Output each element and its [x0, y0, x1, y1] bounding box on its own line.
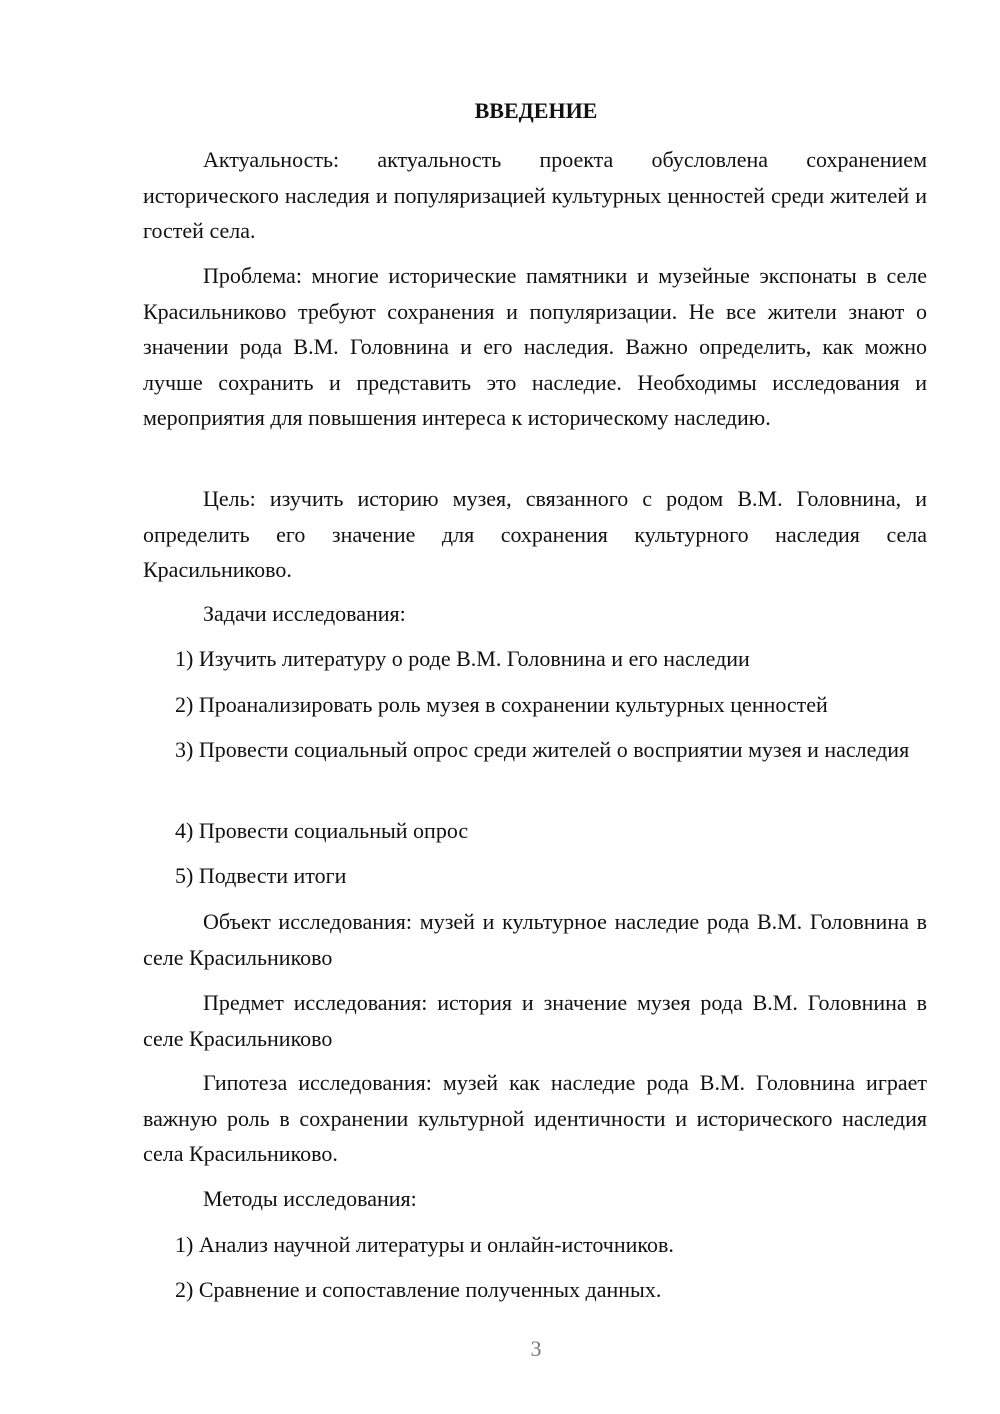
task-item-3: 3) Провести социальный опрос среди жителей о восприятии музея и наследия — [175, 737, 910, 762]
hypothesis-paragraph: Гипотеза исследования: музей как наследие рода В.М. Головнина играет важную роль в сохранении культурной идентичности и исторического наследия села Красильниково. — [143, 1070, 927, 1166]
page-number: 3 — [530, 1336, 542, 1361]
task-item-2: 2) Проанализировать роль музея в сохранении культурных ценностей — [175, 692, 828, 717]
task-item-1: 1) Изучить литературу о роде В.М. Головнина и его наследии — [175, 646, 750, 671]
problem-paragraph: Проблема: многие исторические памятники и музейные экспонаты в селе Красильниково требуют сохранения и популяризации. Не все жители знают о значении рода В.М. Головнина и его наследия. Важно определить, как можно лучше сохранить и представить это наследие. Необходимы исследования и мероприятия для повышения интереса к историческому наследию. — [143, 263, 927, 430]
subject-paragraph: Предмет исследования: история и значение музея рода В.М. Головнина в селе Красильниково — [143, 990, 927, 1051]
goal-paragraph: Цель: изучить историю музея, связанного с родом В.М. Головнина, и определить его значение для сохранения культурного наследия села Красильниково. — [143, 486, 927, 582]
task-item-4: 4) Провести социальный опрос — [175, 818, 469, 843]
task-item-5: 5) Подвести итоги — [175, 863, 347, 888]
method-item-1: 1) Анализ научной литературы и онлайн-источников. — [175, 1232, 674, 1257]
relevance-paragraph: Актуальность: актуальность проекта обусловлена сохранением исторического наследия и популяризацией культурных ценностей среди жителей и гостей села. — [143, 147, 927, 243]
methods-heading: Методы исследования: — [203, 1186, 417, 1211]
tasks-heading: Задачи исследования: — [203, 601, 406, 626]
document-title: ВВЕДЕНИЕ — [474, 98, 598, 123]
method-item-2: 2) Сравнение и сопоставление полученных данных. — [175, 1277, 662, 1302]
object-paragraph: Объект исследования: музей и культурное наследие рода В.М. Головнина в селе Красильниково — [143, 909, 927, 970]
